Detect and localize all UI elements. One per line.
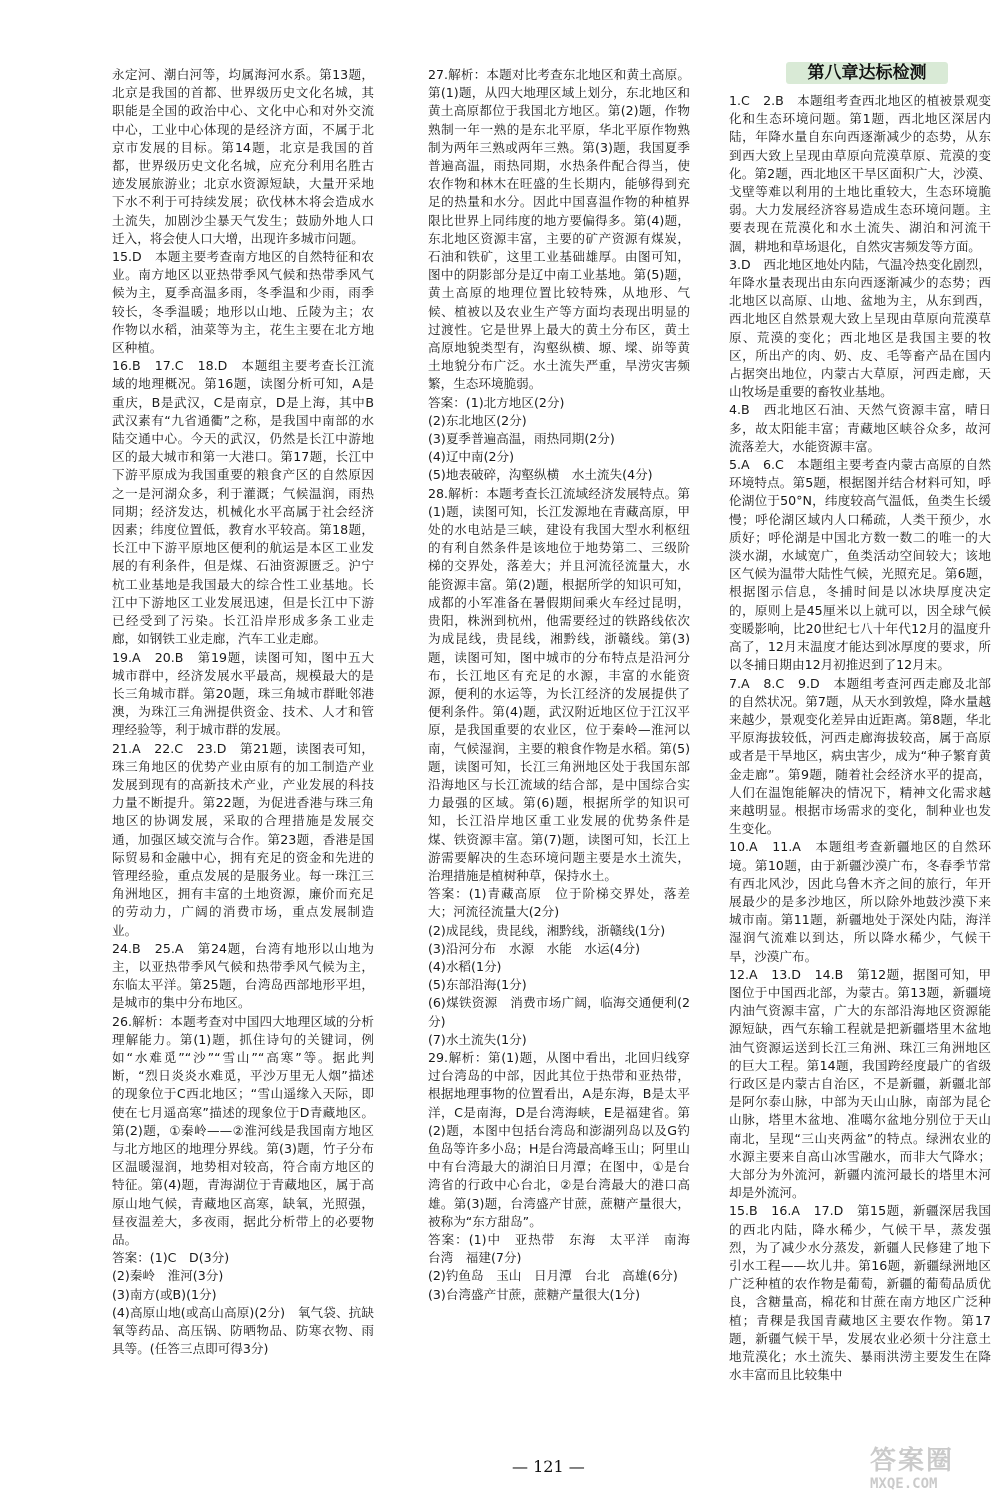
answer-line: (3)夏季普遍高温，雨热同期(2分) bbox=[428, 431, 615, 447]
answer-paragraph: 永定河、潮白河等，均属海河水系。第13题，北京是我国的首都、世界级历史文化名城，其职能是全国的政治中心、文化中心和对外交流中心，工业中心体现的是经济方面，不属于北京市发展的目标。第14题，北京是我国的首都，世界级历史文化名城，应充分利用名胜古迹发展旅游业；北京水资源短缺，大量开采地下水不利于可持续发展；砍伐林木将会造成水土流失，加剧沙尘暴天气发生；鼓励外地人口迁入，将会使人口大增，出现许多城市问题。 bbox=[112, 67, 374, 246]
answer-line: (4)水稻(1分) bbox=[428, 958, 502, 974]
answer-line: (3)台湾盛产甘蔗，蔗糖产量很大(1分) bbox=[428, 1286, 640, 1302]
answer-line: (7)水土流失(1分) bbox=[428, 1031, 527, 1047]
answer-paragraph: 1.C 2.B 本题组考查西北地区的植被景观变化和生态环境问题。第1题，西北地区深居内陆，年降水量自东向西逐渐减少的态势，从东到西大致上呈现由草原向荒漠草原、荒漠的变化。第2题，西北地区干旱区面积广大，沙漠、戈壁等难以利用的土地比重较大，生态环境脆弱。大力发展经济容易造成生态环境问题。主要表现在荒漠化和水土流失、湖泊和河流干涸，耕地和草场退化，自然灾害频发等方面。 bbox=[729, 93, 991, 254]
answer-line: (3)南方(或B)(1分) bbox=[112, 1286, 217, 1302]
answer-line: (4)高原山地(或高山高原)(2分) 氧气袋、抗缺氧等药品、高压锅、防晒物品、防寒衣物、雨具等。(任答三点即可得3分) bbox=[112, 1304, 374, 1357]
answer-paragraph: 12.A 13.D 14.B 第12题，据图可知，甲图位于中国西北部，为蒙古。第13题，新疆境内油气资源丰富，广大的东部沿海地区资源能源短缺，西气东输工程就是把新疆塔里木盆地油气资源运送到长江三角洲、珠江三角洲地区的巨大工程。第14题，我国跨经度最广的省级行政区是内蒙古自治区，不是新疆，新疆北部是阿尔泰山脉，中部为天山山脉，南部为昆仑山脉，塔里木盆地、准噶尔盆地分别位于天山南北，呈现“三山夹两盆”的特点。绿洲农业的水源主要来自高山冰雪融水，而非大气降水；大部分为外流河，新疆内流河最长的塔里木河却是外流河。 bbox=[729, 966, 991, 1201]
answer-paragraph: 15.B 16.A 17.D 第15题，新疆深居我国的西北内陆，降水稀少，气候干旱，蒸发强烈，为了减少水分蒸发，新疆人民修建了地下引水工程——坎儿井。第16题，新疆绿洲地区广泛种植的农作物是葡萄，新疆的葡萄品质优良，含糖量高，棉花和甘蔗在南方地区广泛种植；青稞是我国青藏地区主要农作物。第17题，新疆气候干旱，发展农业必须十分注意土地荒漠化；水土流失、暴雨洪涝主要发生在降水丰富而且比较集中 bbox=[729, 1203, 991, 1383]
answer-paragraph: 27.解析：本题对比考查东北地区和黄土高原。第(1)题，从四大地理区域上划分，东北地区和黄土高原都位于我国北方地区。第(2)题，作物熟制一年一熟的是东北平原，华北平原作物熟制为两年三熟或两年三熟。第(3)题，我国夏季普遍高温，雨热同期，水热条件配合得当，使农作物和林木在旺盛的生长期内，能够得到充足的热量和水分。因此中国喜温作物的种植界限比世界上同纬度的地方要偏得多。第(4)题，东北地区资源丰富，主要的矿产资源有煤炭，石油和铁矿，这里工业基础雄厚。由图可知，图中的阴影部分是辽中南工业基地。第(5)题，黄土高原的地理位置比较特殊，从地形、气候、植被以及农业生产等方面均表现出明显的过渡性。它是世界上最大的黄土分布区，黄土高原地貌类型有，沟壑纵横、塬、墚、峁等黄土地貌分布广泛。水土流失严重，旱涝灾害频繁，生态环境脆弱。 bbox=[428, 67, 690, 392]
answer-line: (3)沿河分布 水源 水能 水运(4分) bbox=[428, 940, 640, 956]
answer-paragraph: 24.B 25.A 第24题，台湾有地形以山地为主，以亚热带季风气候和热带季风气候为主，东临太平洋。第25题，台湾岛西部地形平坦，是城市的集中分布地区。 bbox=[112, 940, 374, 1011]
answer-line: (2)钓鱼岛 玉山 日月潭 台北 高雄(6分) bbox=[428, 1268, 678, 1284]
page-number: — 121 — bbox=[512, 1457, 585, 1476]
answer-line: (2)成昆线，贵昆线，湘黔线，浙赣线(1分) bbox=[428, 922, 666, 938]
watermark-url: MXQE.COM bbox=[870, 1476, 938, 1492]
answer-line: (6)煤铁资源 消费市场广阔，临海交通便利(2分) bbox=[428, 995, 690, 1029]
answer-line: (5)东部沿海(1分) bbox=[428, 977, 527, 993]
answer-line: (4)辽中南(2分) bbox=[428, 449, 515, 465]
answer-paragraph: 15.D 本题主要考查南方地区的自然特征和农业。南方地区以亚热带季风气候和热带季风气候为主，夏季高温多雨，冬季温和少雨，雨季较长，冬季温暖；地形以山地、丘陵为主；农作物以水稻，油菜等为主，花生主要在北方地区种植。 bbox=[112, 249, 374, 356]
answer-paragraph: 10.A 11.A 本题组考查新疆地区的自然环境。第10题，由于新疆沙漠广布，冬春季节常有西北风沙，因此乌鲁木齐之间的旅行，年开展最少的是多沙地区，所以除外地鼓沙漠下来城市南。第11题，新疆地处于深处内陆，海洋湿润气流难以到达，所以降水稀少，气候干旱，沙漠广布。 bbox=[729, 839, 991, 964]
answer-line: (5)地表破碎，沟壑纵横 水土流失(4分) bbox=[428, 467, 653, 483]
left-column bbox=[112, 66, 374, 1358]
answer-paragraph: 19.A 20.B 第19题，读图可知，图中五大城市群中，经济发展水平最高，规模最大的是长三角城市群。第20题，珠三角城市群毗邻港澳，为珠江三角洲提供资金、技术、人才和管理经验等，利于城市群的发展。 bbox=[112, 649, 374, 738]
middle-column bbox=[428, 66, 703, 1304]
answer-line: 答案：(1)北方地区(2分) bbox=[428, 394, 565, 410]
answer-paragraph: 29.解析：第(1)题，从图中看出，北回归线穿过台湾岛的中部，因此其位于热带和亚热带，根据地理事物的位置看出，A是东海，B是太平洋，C是南海，D是台湾海峡，E是福建省。第(2)题，本图中包括台湾岛和澎湖列岛以及G钓鱼岛等许多小岛；H是台湾最高峰玉山；阿里山中有台湾最大的湖泊日月潭；在图中，①是台湾省的行政中心台北，②是台湾最大的港口高雄。第(3)题，台湾盛产甘蔗，蔗糖产量很大，被称为“东方甜岛”。 bbox=[428, 1049, 690, 1229]
answer-paragraph: 4.B 西北地区石油、天然气资源丰富，晴日多，故太阳能丰富；青藏地区峡谷众多，故河流落差大，水能资源丰富。 bbox=[729, 402, 991, 454]
answer-paragraph: 16.B 17.C 18.D 本题组主要考查长江流域的地理概况。第16题，读图分析可知，A是重庆，B是武汉，C是南京，D是上海，其中B武汉素有“九省通衢”之称，是我国中南部的水陆交通中心。今天的武汉，仍然是长江中游地区的最大城市和第一大港口。第17题，长江中下游平原成为我国重要的粮食产区的自然原因之一是河湖众多，利于灌溉；气候温润，雨热同期；经济发达，机械化水平高属于社会经济因素；纬度位置低，教育水平较高。第18题，长江中下游平原地区便利的航运是本区工业发展的有利条件，但是煤、石油资源匮乏。沪宁杭工业基地是我国最大的综合性工业基地。长江中下游地区工业发展迅速，但是长江中下游已经受到了污染。长江沿岸形成多条工业走廊，如钢铁工业走廊，汽车工业走廊。 bbox=[112, 358, 374, 647]
answer-paragraph: 28.解析：本题考查长江流域经济发展特点。第(1)题，读图可知，长江发源地在青藏高原，甲处的水电站是三峡，建设有我国大型水利枢纽的有利自然条件是该地位于地势第二、三级阶梯的交界处，落差大；并且河流径流量大，水能资源丰富。第(2)题，根据所学的知识可知，成都的小军准备在暑假期间乘火车经过昆明，贵阳，株洲到杭州，他需要经过的铁路线依次为成昆线，贵昆线，湘黔线，浙赣线。第(3)题，读图可知，图中城市的分布特点是沿河分布，长江地区有充足的水源，丰富的水能资源，便利的水运等，为长江经济的发展提供了便利条件。第(4)题，武汉附近地区位于江汉平原，是我国重要的农业区，位于秦岭—淮河以南，气候湿润，主要的粮食作物是水稻。第(5)题，读图可知，长江三角洲地区处于我国东部沿海地区与长江流域的结合部，是中国综合实力最强的区域。第(6)题，根据所学的知识可知，长江沿岸地区重工业发展的优势条件是煤、铁资源丰富。第(7)题，读图可知，长江上游需要解决的生态环境问题主要是水土流失，治理措施是植树种草，保持水土。 bbox=[428, 485, 690, 883]
watermark-text: 答案圈 bbox=[870, 1446, 955, 1476]
answer-line: 答案：(1)青藏高原 位于阶梯交界处，落差大；河流径流量大(2分) bbox=[428, 886, 690, 920]
answer-line: (2)东北地区(2分) bbox=[428, 412, 527, 428]
answer-paragraph: 3.D 西北地区地处内陆，气温冷热变化剧烈，年降水量表现出由东向西逐渐减少的态势；西北地区以高原、山地、盆地为主，从东到西，西北地区自然景观大致上呈现由草原向荒漠草原、荒漠的变化；西北地区是我国主要的牧区，所出产的肉、奶、皮、毛等畜产品在国内占据突出地位，内蒙古大草原，河西走廊，天山牧场是重要的畜牧业基地。 bbox=[729, 256, 991, 400]
chapter-title: 第八章达标检测 bbox=[786, 62, 948, 84]
answer-paragraph: 26.解析：本题考查对中国四大地理区域的分析理解能力。第(1)题，抓住诗句的关键词，例如“水难觅”“沙”“雪山”“高寒”等。据此判断，“烈日炎炎水难觅，平沙万里无人烟”描述的现象位于C西北地区；“雪山遥缘入天际，即使在七月遥高寒”描述的现象位于D青藏地区。第(2)题，①秦岭——②淮河线是我国南方地区与北方地区的地理分界线。第(3)题，竹子分布区温暖湿润，地势相对较高，符合南方地区的特征。第(4)题，青海湖位于青藏地区，属于高原山地气候，青藏地区高寒，缺氧，光照强，昼夜温差大，多夜雨，据此分析带上的必要物品。 bbox=[112, 1013, 374, 1247]
answer-paragraph: 5.A 6.C 本题组主要考查内蒙古高原的自然环境特点。第5题，根据图并结合材料可知，呼伦湖位于50°N，纬度较高气温低，鱼类生长缓慢；呼伦湖区域内人口稀疏，人类干预少，水质好；呼伦湖是中国北方数一数二的唯一的大淡水湖，水域宽广，鱼类活动空间较大；该地区气候为温带大陆性气候，光照充足。第6题，根据图示信息，冬捕时间是以冰块厚度决定的，原则上是45厘米以上就可以，因全球气候变暖影响，比20世纪七八十年代12月的温度升高了，12月末温度才能达到冰厚度的要求，所以冬捕日期由12月初推迟到了12月末。 bbox=[729, 457, 991, 673]
right-column bbox=[729, 92, 991, 1384]
answer-line: (2)秦岭 淮河(3分) bbox=[112, 1268, 224, 1284]
answer-paragraph: 7.A 8.C 9.D 本题组考查河西走廊及北部的自然状况。第7题，从天水到敦煌，降水量越来越少，景观变化差异由近距离。第8题，华北平原海拔较低，河西走廊海拔较高，属于高原或者是干旱地区，病虫害少，成为“种子繁育黄金走廊”。第9题，随着社会经济水平的提高，人们在温饱能解决的情况下，精神文化需求越来越明显。根据市场需求的变化，制种业也发生变化。 bbox=[729, 675, 991, 837]
answer-line: 答案：(1)中 亚热带 东海 太平洋 南海 台湾 福建(7分) bbox=[428, 1232, 703, 1266]
watermark-logo bbox=[870, 1446, 990, 1496]
answer-line: 答案：(1)C D(3分) bbox=[112, 1250, 230, 1266]
answer-paragraph: 21.A 22.C 23.D 第21题，读图表可知，珠三角地区的优势产业由原有的加工制造产业发展到现有的高新技术产业，产业发展的科技力量不断提升。第22题，为促进香港与珠三角地区的协调发展，采取的合理措施是发展交通，加强区域交流与合作。第23题，香港是国际贸易和金融中心，拥有充足的资金和先进的管理经验，重点发展的是服务业。每一珠江三角洲地区，拥有丰富的土地资源，廉价而充足的劳动力，广阔的消费市场，重点发展制造业。 bbox=[112, 740, 374, 938]
